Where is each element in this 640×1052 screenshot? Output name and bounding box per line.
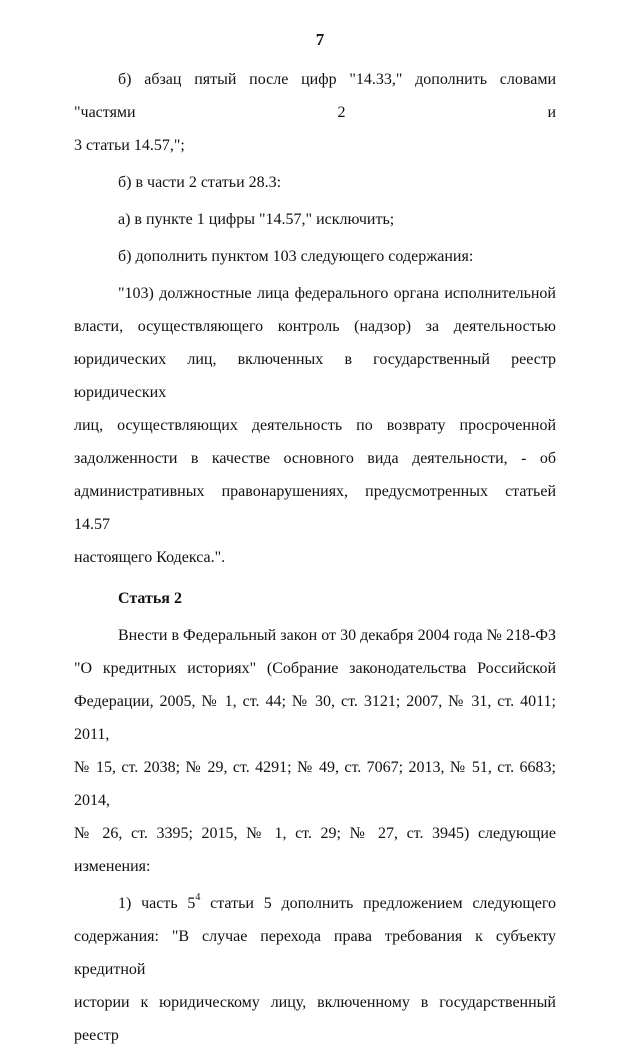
paragraph-line: лиц, осуществляющих деятельность по возврату просроченной: [74, 417, 556, 434]
paragraph-line: юридических лиц, включенных в государственный реестр юридических: [74, 351, 556, 401]
superscript: 4: [195, 892, 201, 903]
paragraph-line: б) абзац пятый после цифр "14.33," дополнить словами "частями 2 и: [74, 71, 556, 121]
paragraph-line: 1) часть $5^4$ статьи 5 дополнить предложением следующего: [118, 892, 556, 912]
paragraph-line: задолженности в качестве основного вида деятельности, - об: [74, 450, 556, 467]
paragraph-item-a: а) в пункте 1 цифры "14.57," исключить;: [118, 211, 395, 228]
paragraph-line: содержания: "В случае перехода права требования к субъекту кредитной: [74, 928, 556, 978]
document-body: [74, 63, 556, 1052]
paragraph-point-103: [74, 277, 556, 574]
paragraph-line: 3 статьи 14.57,";: [74, 137, 185, 154]
paragraph-line: "103) должностные лица федерального органа исполнительной: [118, 285, 556, 302]
paragraph-part-2-article-28-3: б) в части 2 статьи 28.3:: [118, 174, 282, 191]
paragraph-line: № 15, ст. 2038; № 29, ст. 4291; № 49, ст. 7067; 2013, № 51, ст. 6683; 2014,: [74, 759, 556, 809]
paragraph-line: "О кредитных историях" (Собрание законодательства Российской: [74, 660, 556, 677]
paragraph-line: Внести в Федеральный закон от 30 декабря 2004 года № 218-ФЗ: [118, 627, 556, 644]
paragraph-line: настоящего Кодекса.".: [74, 549, 226, 566]
paragraph-article-2-intro: [74, 619, 556, 883]
page-number: 7: [315, 30, 325, 49]
paragraph-line: Федерации, 2005, № 1, ст. 44; № 30, ст. 3121; 2007, № 31, ст. 4011; 2011,: [74, 693, 556, 743]
paragraph-line: № 26, ст. 3395; 2015, № 1, ст. 29; № 27, ст. 3945) следующие изменения:: [74, 825, 556, 875]
paragraph-line-continuation: [74, 129, 556, 162]
paragraph-line: власти, осуществляющего контроль (надзор) за деятельностью: [74, 318, 556, 335]
paragraph-item-1: [74, 887, 556, 1052]
article-heading: Статья 2: [118, 590, 182, 607]
paragraph-amendment-b: [74, 63, 556, 129]
paragraph-item-b: б) дополнить пунктом 103 следующего содержания:: [118, 248, 474, 265]
paragraph-line: истории к юридическому лицу, включенному в государственный реестр: [74, 994, 556, 1044]
paragraph-line: административных правонарушениях, предусмотренных статьей 14.57: [74, 483, 556, 533]
